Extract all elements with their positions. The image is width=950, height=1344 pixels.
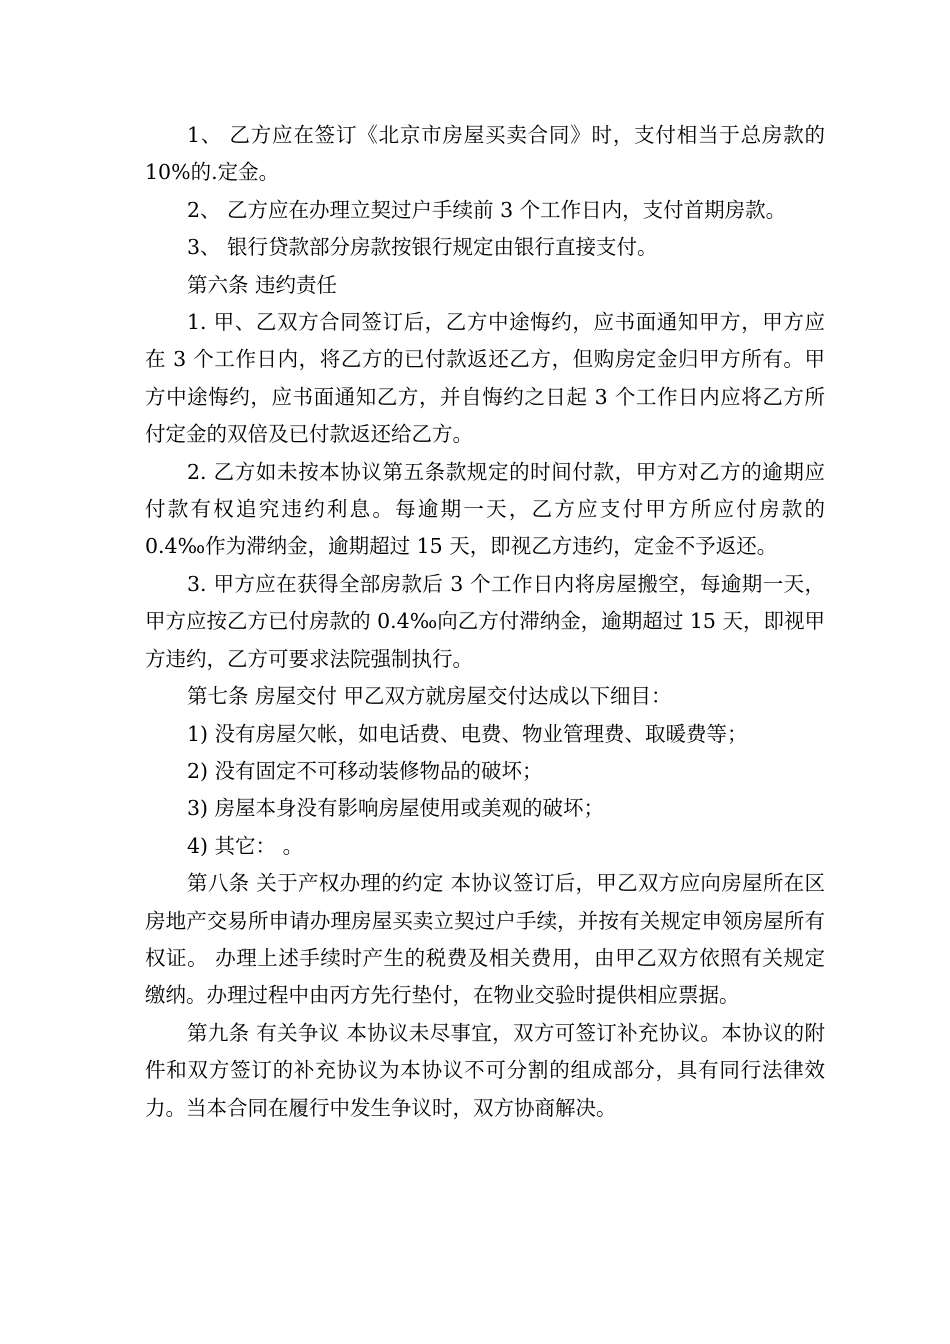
article-7-heading: 第七条 房屋交付 甲乙双方就房屋交付达成以下细目：: [187, 684, 672, 709]
article-6-heading: 第六条 违约责任: [187, 272, 338, 297]
document-body: [145, 117, 832, 1127]
delivery-item-2: 2) 没有固定不可移动装修物品的破坏；: [187, 758, 543, 783]
paragraph-first-payment: 2、 乙方应在办理立契过户手续前 3 个工作日内，支付首期房款。: [187, 197, 787, 222]
paragraph-breach-3: 3. 甲方应在获得全部房款后 3 个工作日内将房屋搬空，每逾期一天，甲方应按乙方已付房款的 0.4‰向乙方付滞纳金，逾期超过 15 天，即视甲方违约，乙方可要求法院强制执行。: [145, 571, 825, 671]
delivery-item-3: 3) 房屋本身没有影响房屋使用或美观的破坏；: [187, 796, 605, 821]
delivery-item-4: 4) 其它： 。: [187, 833, 304, 858]
paragraph-breach-1: 1. 甲、乙双方合同签订后，乙方中途悔约，应书面通知甲方，甲方应在 3 个工作日内，将乙方的已付款返还乙方，但购房定金归甲方所有。甲方中途悔约，应书面通知乙方，并自悔约之日起 3 个工作日内应将乙方所付定金的双倍及已付款返还给乙方。: [145, 310, 825, 447]
paragraph-bank-loan: 3、 银行贷款部分房款按银行规定由银行直接支付。: [187, 235, 658, 260]
paragraph-breach-2: 2. 乙方如未按本协议第五条款规定的时间付款，甲方对乙方的逾期应付款有权追究违约利息。每逾期一天，乙方应支付甲方所应付房款的 0.4‰作为滞纳金，逾期超过 15 天，即视乙方违约，定金不予返还。: [145, 459, 832, 559]
article-9-paragraph: 第九条 有关争议 本协议未尽事宜，双方可签订补充协议。本协议的附件和双方签订的补充协议为本协议不可分割的组成部分，具有同行法律效力。当本合同在履行中发生争议时，双方协商解决。: [145, 1020, 825, 1120]
delivery-item-1: 1) 没有房屋欠帐，如电话费、电费、物业管理费、取暖费等；: [187, 721, 748, 746]
article-8-paragraph: 第八条 关于产权办理的约定 本协议签订后，甲乙双方应向房屋所在区房地产交易所申请办理房屋买卖立契过户手续，并按有关规定申领房屋所有权证。 办理上述手续时产生的税费及相关费用，由甲乙双方依照有关规定缴纳。办理过程中由丙方先行垫付，在物业交验时提供相应票据。: [145, 871, 825, 1008]
paragraph-deposit-payment: 1、 乙方应在签订《北京市房屋买卖合同》时，支付相当于总房款的 10%的.定金。: [145, 123, 832, 185]
